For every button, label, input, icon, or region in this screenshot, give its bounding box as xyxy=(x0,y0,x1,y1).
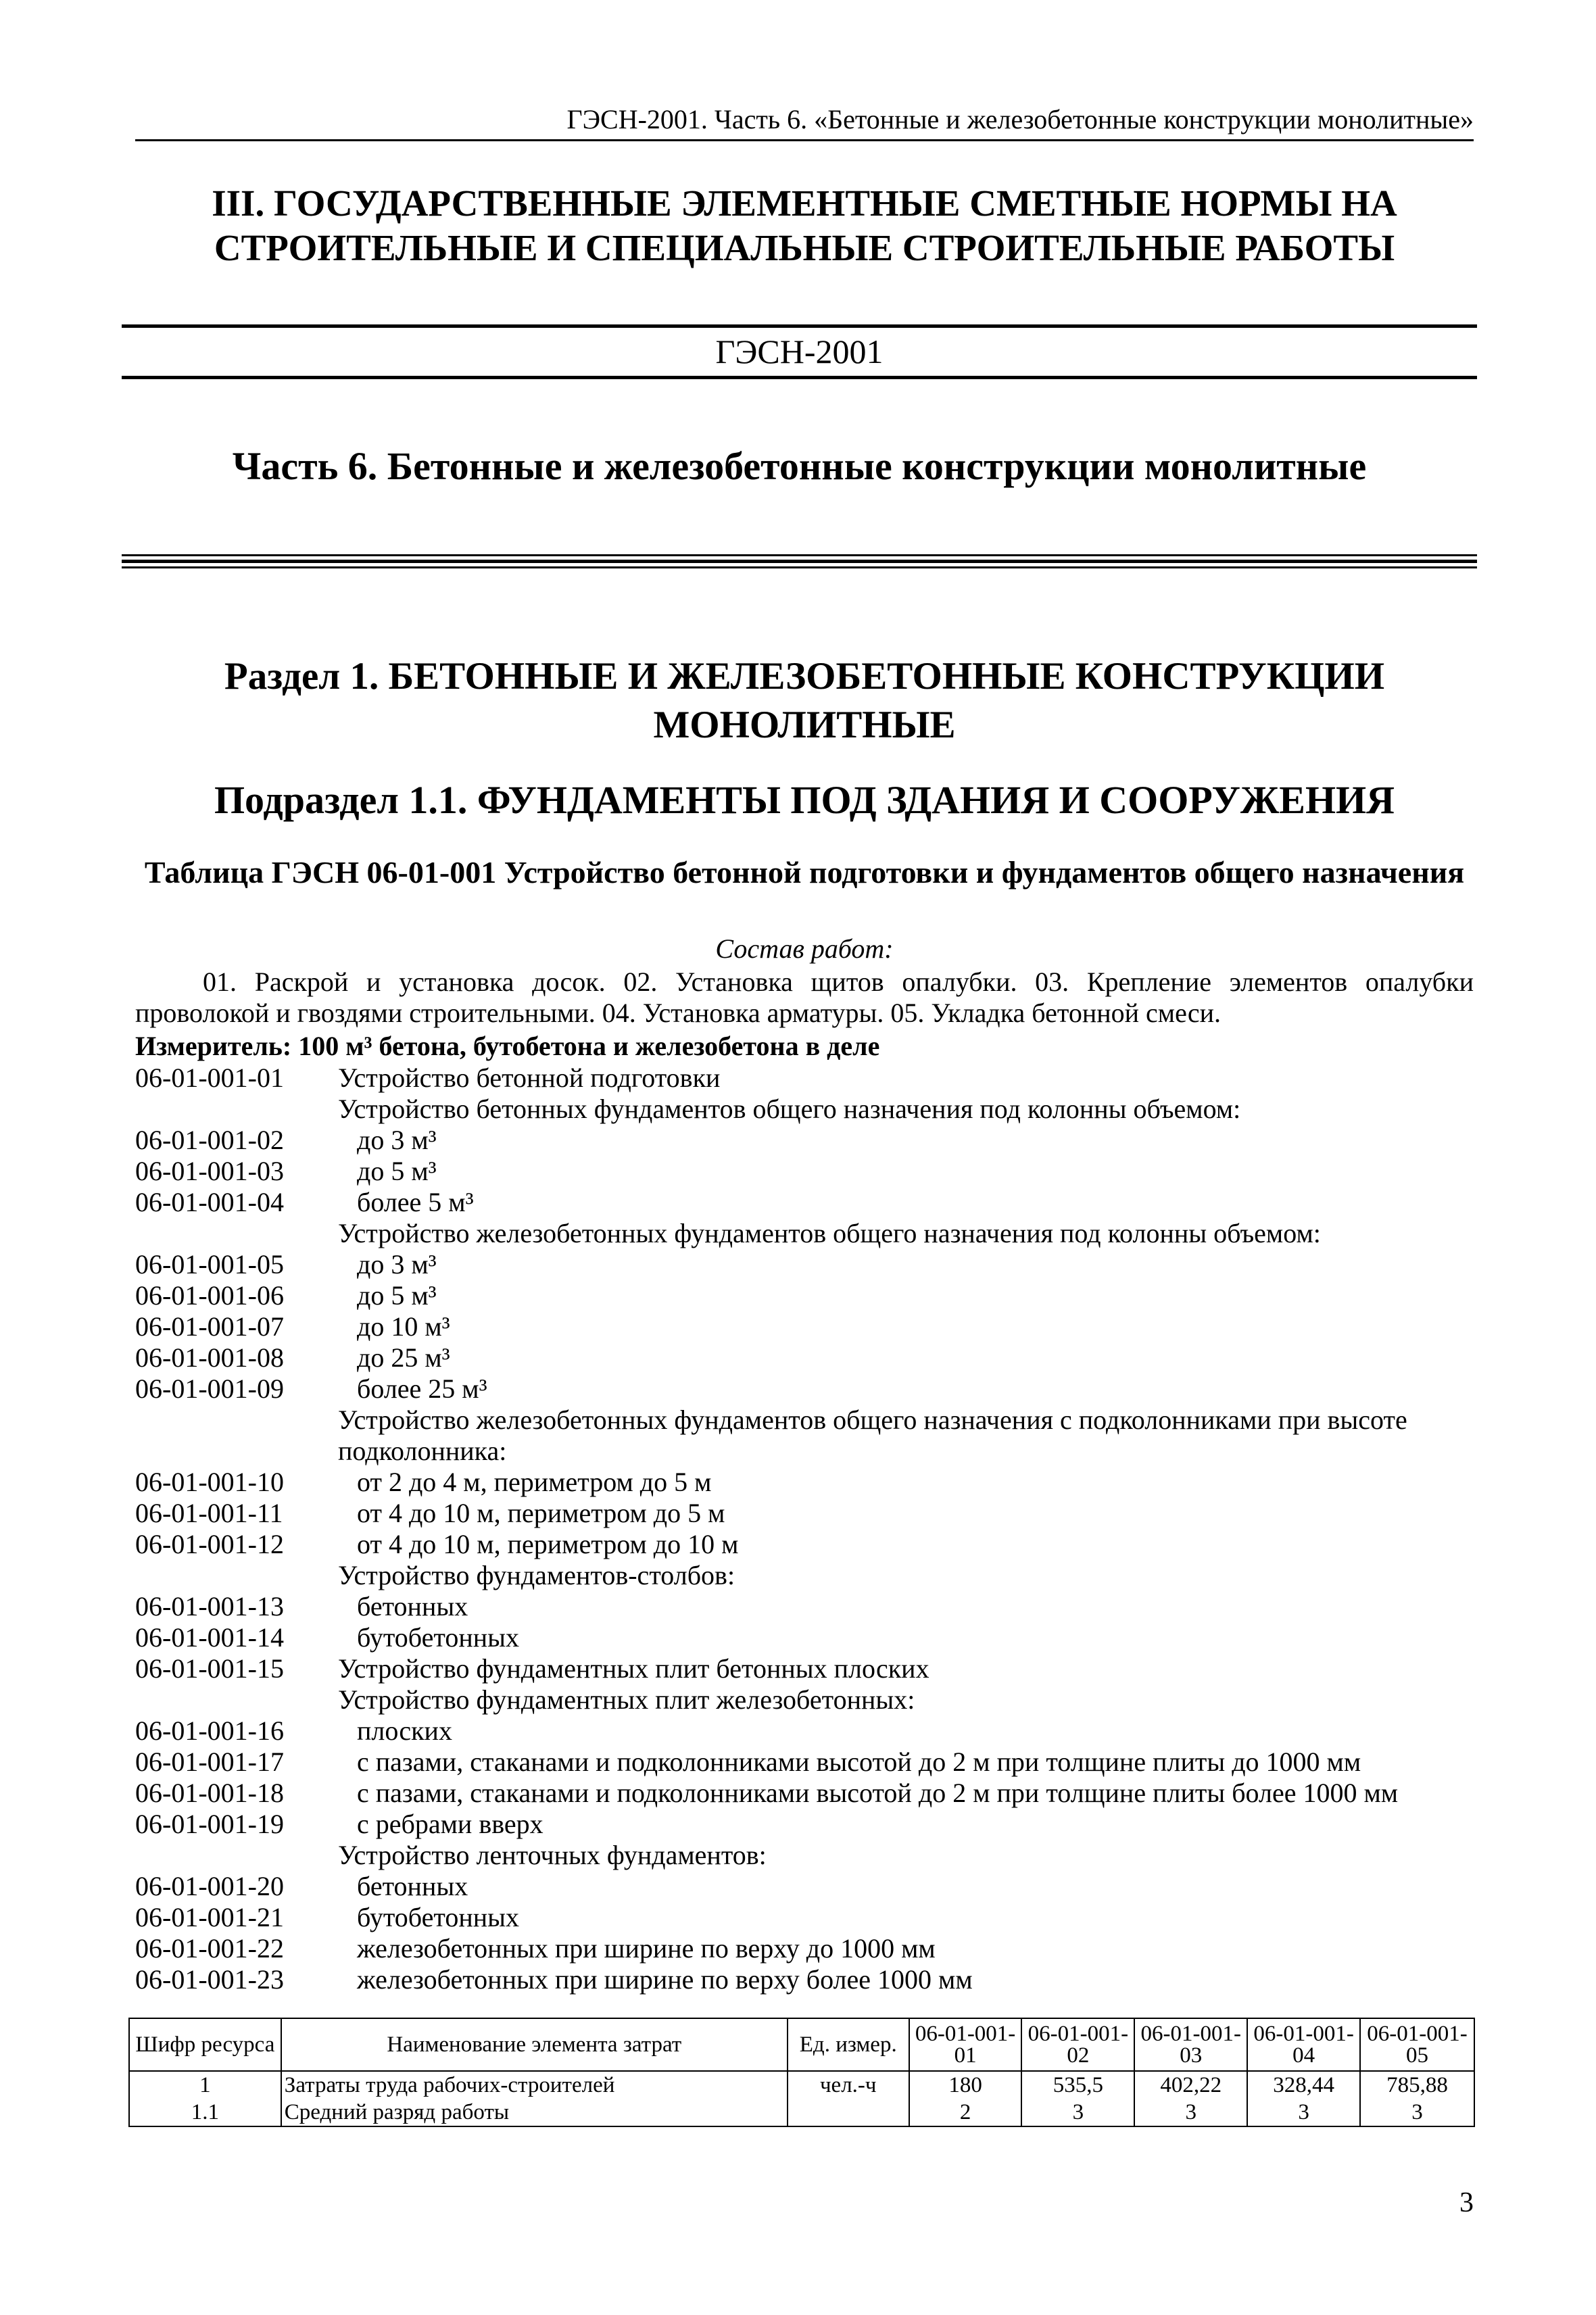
norm-description: более 25 м³ xyxy=(357,1373,487,1404)
table-cell: 328,44 xyxy=(1247,2071,1360,2099)
norm-item-row xyxy=(135,1529,1480,1560)
norm-code: 06-01-001-23 xyxy=(135,1964,284,1995)
norm-description: Устройство фундаментных плит железобетонных: xyxy=(338,1684,915,1715)
norm-description: Устройство железобетонных фундаментов общего назначения с подколонниками при высоте подколонника: xyxy=(338,1405,1407,1466)
norm-code: 06-01-001-19 xyxy=(135,1809,284,1839)
header-cell: 06-01-001-04 xyxy=(1247,2018,1360,2071)
norm-code: 06-01-001-12 xyxy=(135,1529,284,1559)
norm-item-row xyxy=(135,1467,1480,1498)
norm-code: 06-01-001-11 xyxy=(135,1498,283,1528)
norm-item-row xyxy=(135,1187,1480,1218)
norm-description: от 4 до 10 м, периметром до 5 м xyxy=(357,1498,725,1528)
header-cell: 06-01-001-01 xyxy=(909,2018,1022,2071)
header-cell: 06-01-001-02 xyxy=(1021,2018,1134,2071)
running-header: ГЭСН-2001. Часть 6. «Бетонные и железобетонные конструкции монолитные» xyxy=(135,101,1474,141)
page-number: 3 xyxy=(1459,2187,1474,2218)
divider xyxy=(122,324,1477,328)
table-cell: 402,22 xyxy=(1134,2071,1247,2099)
norm-code: 06-01-001-09 xyxy=(135,1373,284,1404)
norm-description: бутобетонных xyxy=(357,1902,519,1932)
norm-description: до 5 м³ xyxy=(357,1156,437,1186)
norm-code: 06-01-001-13 xyxy=(135,1591,284,1622)
measurer: Измеритель: 100 м³ бетона, бутобетона и железобетона в деле xyxy=(135,1031,880,1061)
norm-code: 06-01-001-03 xyxy=(135,1156,284,1186)
norm-item-row xyxy=(135,1094,1480,1125)
norm-description: до 25 м³ xyxy=(357,1342,450,1373)
norm-code xyxy=(135,1560,338,1591)
norm-description: с пазами, стаканами и подколонниками высотой до 2 м при толщине плиты более 1000 мм xyxy=(357,1778,1399,1808)
norm-item-row xyxy=(135,1218,1480,1249)
norm-code: 06-01-001-04 xyxy=(135,1187,284,1217)
norm-item-row xyxy=(135,1560,1480,1591)
norm-description: Устройство бетонной подготовки xyxy=(338,1063,721,1093)
norm-code: 06-01-001-15 xyxy=(135,1653,284,1684)
norm-item-row xyxy=(135,1405,1480,1467)
table-cell: чел.-ч xyxy=(788,2071,909,2099)
norm-description: Устройство ленточных фундаментов: xyxy=(338,1840,767,1870)
norm-code: 06-01-001-05 xyxy=(135,1249,284,1280)
main-title: III. ГОСУДАРСТВЕННЫЕ ЭЛЕМЕНТНЫЕ СМЕТНЫЕ НОРМЫ НА СТРОИТЕЛЬНЫЕ И СПЕЦИАЛЬНЫЕ СТРОИТЕЛЬНЫЕ РАБОТЫ xyxy=(212,182,1397,268)
norm-code: 06-01-001-07 xyxy=(135,1311,284,1342)
norm-code: 06-01-001-06 xyxy=(135,1280,284,1311)
gesn-code: ГЭСН-2001 xyxy=(715,333,884,370)
norm-code xyxy=(135,1684,338,1715)
table-cell: 785,88 xyxy=(1360,2071,1474,2099)
norm-description: бутобетонных xyxy=(357,1622,519,1653)
norm-description: бетонных xyxy=(357,1591,468,1622)
table-cell: 1 xyxy=(129,2071,281,2099)
norm-description: бетонных xyxy=(357,1871,468,1901)
norm-description: до 3 м³ xyxy=(357,1249,437,1280)
table-cell: 1.1 xyxy=(129,2099,281,2126)
norm-code: 06-01-001-10 xyxy=(135,1467,284,1497)
norm-description: с пазами, стаканами и подколонниками высотой до 2 м при толщине плиты до 1000 мм xyxy=(357,1747,1361,1777)
norm-item-row xyxy=(135,1964,1480,1995)
table-row xyxy=(129,2071,1474,2099)
norm-code: 06-01-001-02 xyxy=(135,1125,284,1155)
norm-item-row xyxy=(135,1498,1480,1529)
norm-item-row xyxy=(135,1715,1480,1747)
norm-description: плоских xyxy=(357,1715,452,1746)
norm-description: более 5 м³ xyxy=(357,1187,474,1217)
header-cell: Ед. измер. xyxy=(788,2018,909,2071)
norm-description: Устройство бетонных фундаментов общего назначения под колонны объемом: xyxy=(338,1094,1241,1124)
table-cell: 3 xyxy=(1360,2099,1474,2126)
table-cell: 3 xyxy=(1021,2099,1134,2126)
norm-description: до 5 м³ xyxy=(357,1280,437,1311)
norm-code: 06-01-001-17 xyxy=(135,1747,284,1777)
norm-item-row xyxy=(135,1622,1480,1653)
norm-description: до 3 м³ xyxy=(357,1125,437,1155)
norm-code: 06-01-001-22 xyxy=(135,1933,284,1964)
table-header-row xyxy=(129,2018,1474,2071)
norm-description: от 4 до 10 м, периметром до 10 м xyxy=(357,1529,739,1559)
norm-item-row xyxy=(135,1156,1480,1187)
norm-description: железобетонных при ширине по верху более 1000 мм xyxy=(357,1964,973,1995)
table-cell: Средний разряд работы xyxy=(281,2099,788,2126)
norm-item-row xyxy=(135,1591,1480,1622)
norm-item-row xyxy=(135,1342,1480,1373)
norm-item-row xyxy=(135,1902,1480,1933)
norm-code: 06-01-001-16 xyxy=(135,1715,284,1746)
norm-code xyxy=(135,1218,338,1249)
norm-code: 06-01-001-14 xyxy=(135,1622,284,1653)
header-cell: 06-01-001-05 xyxy=(1360,2018,1474,2071)
header-cell: Шифр ресурса xyxy=(129,2018,281,2071)
subsection-title: Подраздел 1.1. ФУНДАМЕНТЫ ПОД ЗДАНИЯ И СООРУЖЕНИЯ xyxy=(214,778,1395,822)
norm-item-row xyxy=(135,1778,1480,1809)
norm-item-row xyxy=(135,1653,1480,1684)
divider xyxy=(122,560,1477,563)
part-title: Часть 6. Бетонные и железобетонные конструкции монолитные xyxy=(232,444,1367,488)
section-title: Раздел 1. БЕТОННЫЕ И ЖЕЛЕЗОБЕТОННЫЕ КОНСТРУКЦИИ МОНОЛИТНЫЕ xyxy=(224,655,1385,746)
header-cell: 06-01-001-03 xyxy=(1134,2018,1247,2071)
norm-code: 06-01-001-01 xyxy=(135,1063,284,1093)
divider xyxy=(122,376,1477,379)
norm-code: 06-01-001-08 xyxy=(135,1342,284,1373)
table-cell: Затраты труда рабочих-строителей xyxy=(281,2071,788,2099)
table-cell xyxy=(788,2099,909,2126)
norm-description: Устройство железобетонных фундаментов общего назначения под колонны объемом: xyxy=(338,1218,1321,1248)
norm-item-row xyxy=(135,1373,1480,1405)
table-cell: 3 xyxy=(1134,2099,1247,2126)
norm-item-row xyxy=(135,1809,1480,1840)
norm-description: железобетонных при ширине по верху до 1000 мм xyxy=(357,1933,936,1964)
norm-code: 06-01-001-20 xyxy=(135,1871,284,1901)
norm-item-row xyxy=(135,1747,1480,1778)
norm-item-row xyxy=(135,1933,1480,1964)
norm-description: Устройство фундаментных плит бетонных плоских xyxy=(338,1653,929,1684)
norm-description: от 2 до 4 м, периметром до 5 м xyxy=(357,1467,712,1497)
norms-table xyxy=(128,2018,1475,2127)
work-composition-heading: Состав работ: xyxy=(715,933,894,964)
norm-items-list xyxy=(135,1063,1480,1995)
norm-code xyxy=(135,1094,338,1125)
norm-item-row xyxy=(135,1684,1480,1715)
table-title: Таблица ГЭСН 06-01-001 Устройство бетонной подготовки и фундаментов общего назначения xyxy=(144,855,1465,890)
table-cell: 180 xyxy=(909,2071,1022,2099)
header-cell: Наименование элемента затрат xyxy=(281,2018,788,2071)
norm-code: 06-01-001-18 xyxy=(135,1778,284,1808)
norm-description: до 10 м³ xyxy=(357,1311,450,1342)
norm-item-row xyxy=(135,1871,1480,1902)
norm-item-row xyxy=(135,1280,1480,1311)
norm-item-row xyxy=(135,1311,1480,1342)
divider xyxy=(122,566,1477,568)
divider xyxy=(122,554,1477,556)
norm-code xyxy=(135,1405,338,1467)
table-row xyxy=(129,2099,1474,2126)
norm-item-row xyxy=(135,1063,1480,1094)
norm-item-row xyxy=(135,1840,1480,1871)
work-composition-text: 01. Раскрой и установка досок. 02. Установка щитов опалубки. 03. Крепление элементов опалубки проволокой и гвоздями строительными. 04. Установка арматуры. 05. Укладка бетонной смеси. xyxy=(135,967,1474,1028)
norm-code: 06-01-001-21 xyxy=(135,1902,284,1932)
norm-code xyxy=(135,1840,338,1871)
norm-item-row xyxy=(135,1125,1480,1156)
norm-item-row xyxy=(135,1249,1480,1280)
norm-description: с ребрами вверх xyxy=(357,1809,543,1839)
table-cell: 3 xyxy=(1247,2099,1360,2126)
table-cell: 2 xyxy=(909,2099,1022,2126)
table-cell: 535,5 xyxy=(1021,2071,1134,2099)
norm-description: Устройство фундаментов-столбов: xyxy=(338,1560,735,1590)
